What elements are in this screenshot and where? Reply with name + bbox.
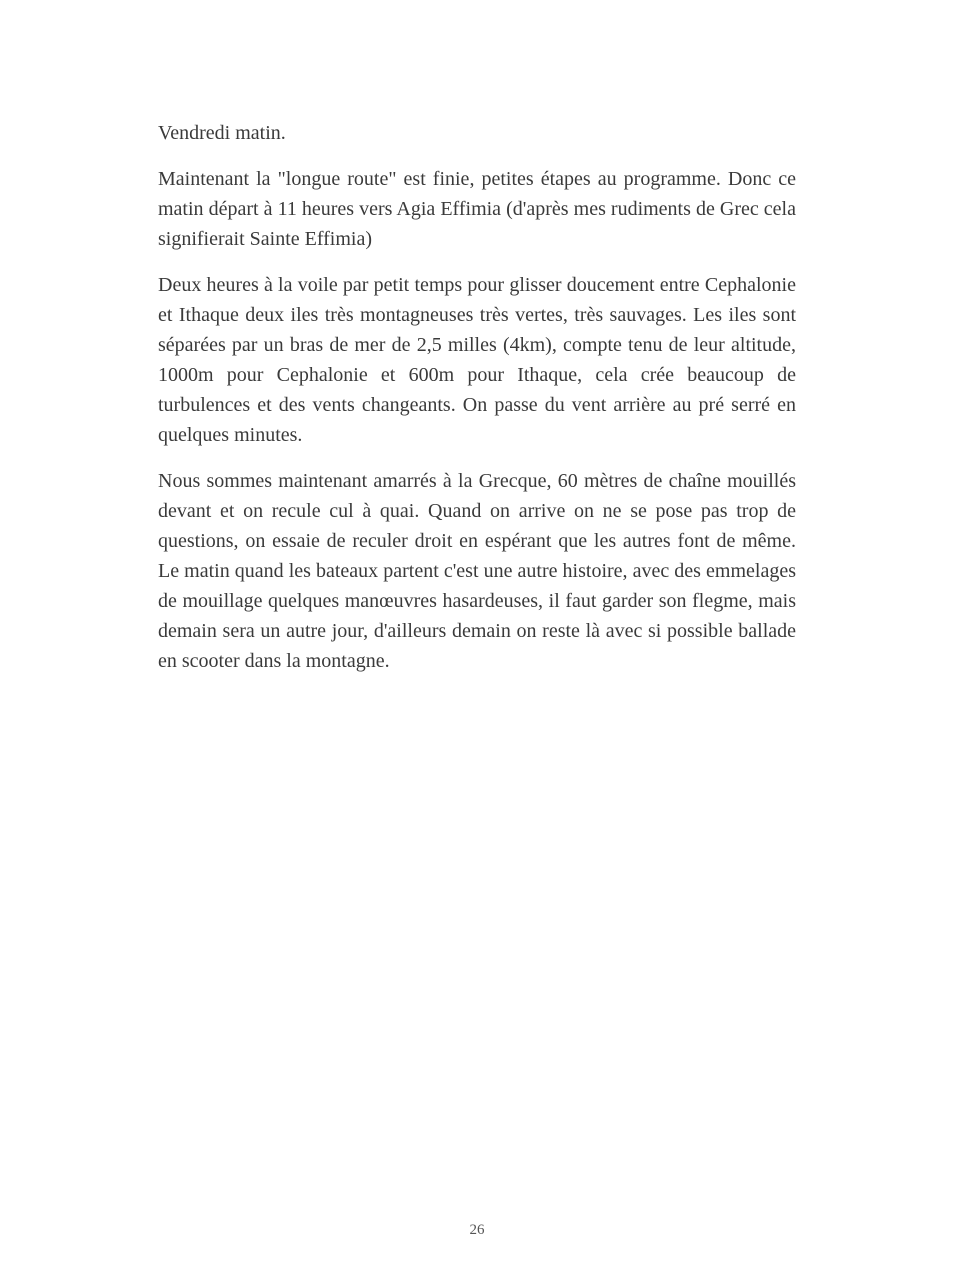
paragraph-sailing: Deux heures à la voile par petit temps pour glisser doucement entre Cephalonie et Ithaque deux iles très montagneuses très vertes, très sauvages. Les iles sont séparées par un bras de mer de 2,5 milles (4km), compte tenu de leur altitude, 1000m pour Cephalonie et 600m pour Ithaque, cela crée beaucoup de turbulences et des vents changeants. On passe du vent arrière au pré serré en quelques minutes. — [158, 274, 796, 446]
paragraph-departure: Maintenant la "longue route" est finie, petites étapes au programme. Donc ce matin départ à 11 heures vers Agia Effimia (d'après mes rudiments de Grec cela signifierait Sainte Effimia) — [158, 168, 796, 250]
body-text — [158, 118, 796, 692]
paragraph-mooring: Nous sommes maintenant amarrés à la Grecque, 60 mètres de chaîne mouillés devant et on recule cul à quai. Quand on arrive on ne se pose pas trop de questions, on essaie de reculer droit en espérant que les autres font de même. Le matin quand les bateaux partent c'est une autre histoire, avec des emmelages de mouillage quelques manœuvres hasardeuses, il faut garder son flegme, mais demain sera un autre jour, d'ailleurs demain on reste là avec si possible ballade en scooter dans la montagne. — [158, 470, 796, 672]
page-number: 26 — [469, 1222, 485, 1238]
paragraph-heading-day: Vendredi matin. — [158, 122, 286, 144]
